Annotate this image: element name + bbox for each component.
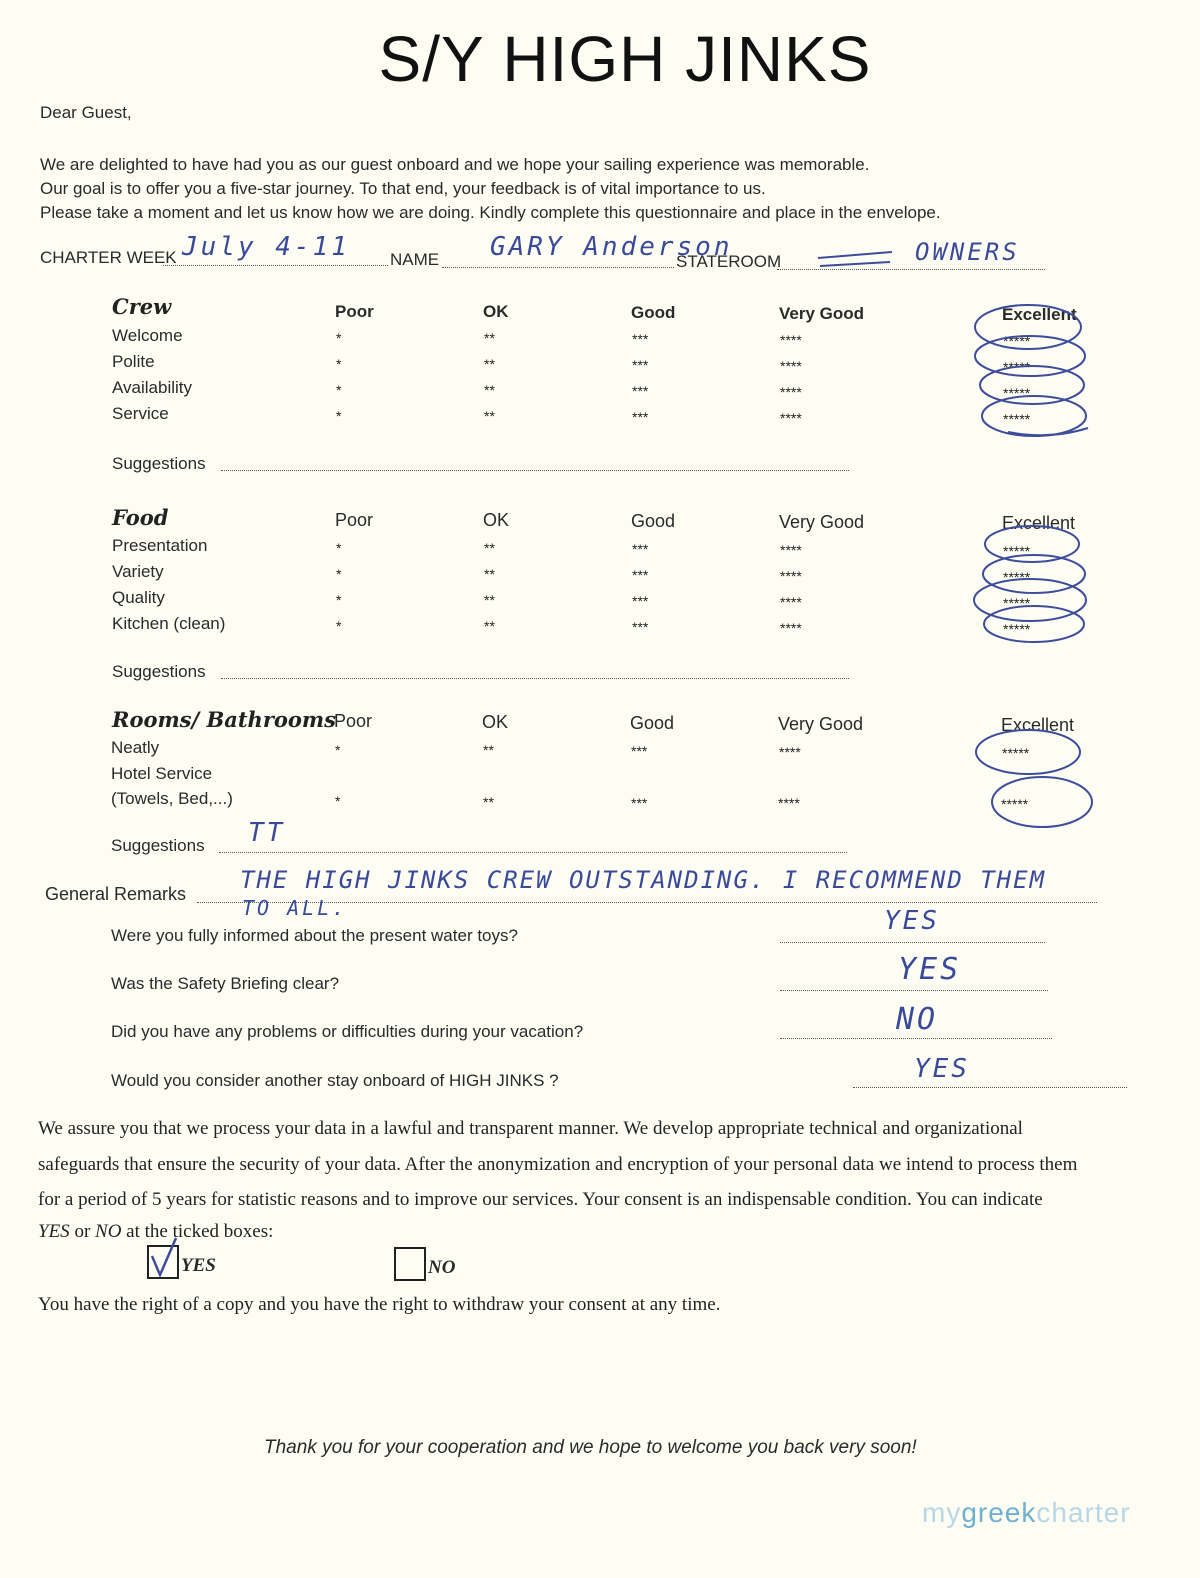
- rating-4[interactable]: ****: [780, 542, 802, 558]
- rating-2[interactable]: **: [484, 408, 495, 424]
- stateroom-value[interactable]: OWNERS: [915, 238, 1020, 266]
- rating-3[interactable]: ***: [632, 619, 649, 635]
- rating-3[interactable]: ***: [632, 357, 649, 373]
- privacy-no-word: NO: [95, 1221, 122, 1242]
- food-good-header: Good: [631, 511, 676, 531]
- rating-1[interactable]: *: [336, 330, 342, 346]
- selection-circle: [980, 366, 1084, 404]
- consent-yes-label: YES: [181, 1255, 216, 1276]
- food-item-kitchen: Kitchen (clean): [112, 614, 226, 633]
- rating-1[interactable]: *: [336, 618, 342, 634]
- crew-item-service: Service: [112, 404, 169, 423]
- rating-1[interactable]: *: [336, 408, 342, 424]
- rating-4[interactable]: ****: [780, 594, 802, 610]
- name-label: NAME: [390, 250, 440, 269]
- crew-item-availability: Availability: [112, 378, 193, 397]
- selection-circle: [985, 526, 1079, 562]
- rooms-ok-header: OK: [482, 712, 509, 732]
- selection-circle: [975, 336, 1085, 376]
- rating-4[interactable]: ****: [779, 744, 801, 760]
- rooms-good-header: Good: [630, 713, 675, 733]
- crew-suggestions-label: Suggestions: [112, 454, 206, 473]
- question-text: Would you consider another stay onboard of HIGH JINKS ?: [111, 1071, 559, 1090]
- rating-3[interactable]: ***: [631, 795, 648, 811]
- food-item-presentation: Presentation: [112, 536, 208, 555]
- rating-5-selected[interactable]: *****: [1002, 745, 1030, 761]
- rooms-poor-header: Poor: [334, 711, 373, 731]
- rooms-suggestions-label: Suggestions: [111, 836, 205, 855]
- rating-5-selected[interactable]: *****: [1003, 621, 1031, 637]
- food-ok-header: OK: [483, 510, 510, 530]
- rating-5-selected[interactable]: *****: [1003, 543, 1031, 559]
- rating-3[interactable]: ***: [632, 567, 649, 583]
- rating-4[interactable]: ****: [780, 410, 802, 426]
- crew-item-welcome: Welcome: [112, 326, 183, 345]
- crew-section-title: Crew: [112, 294, 172, 319]
- rating-3[interactable]: ***: [632, 541, 649, 557]
- intro-line-2: Our goal is to offer you a five-star journey. To that end, your feedback is of vital importance to us.: [40, 179, 766, 198]
- rating-3[interactable]: ***: [632, 593, 649, 609]
- rating-4[interactable]: ****: [780, 358, 802, 374]
- crew-item-polite: Polite: [112, 352, 155, 371]
- rating-4[interactable]: ****: [778, 795, 800, 811]
- charter-week-value[interactable]: July 4-11: [182, 232, 350, 262]
- rating-2[interactable]: **: [483, 794, 494, 810]
- privacy-line-2: safeguards that ensure the security of your data. After the anonymization and encryption of your personal data we intend to process them: [38, 1154, 1078, 1175]
- answer-value[interactable]: YES: [884, 906, 940, 936]
- watermark-suffix: charter: [1036, 1497, 1131, 1528]
- consent-yes-tick: [152, 1238, 176, 1275]
- rooms-suggestions-value[interactable]: TT: [248, 818, 286, 848]
- rooms-section-title: Rooms/ Bathrooms: [112, 707, 336, 732]
- crew-good-header: Good: [631, 303, 676, 322]
- question-text: Was the Safety Briefing clear?: [111, 974, 340, 993]
- crew-excellent-header: Excellent: [1002, 305, 1077, 324]
- rating-1[interactable]: *: [336, 540, 342, 556]
- answer-value[interactable]: YES: [914, 1054, 970, 1084]
- rating-3[interactable]: ***: [632, 331, 649, 347]
- rating-4[interactable]: ****: [780, 384, 802, 400]
- thank-you-note: Thank you for your cooperation and we hope to welcome you back very soon!: [264, 1437, 917, 1458]
- food-section-title: Food: [112, 505, 169, 530]
- food-item-variety: Variety: [112, 562, 164, 581]
- rating-1[interactable]: *: [335, 793, 341, 809]
- answer-value[interactable]: NO: [896, 1002, 939, 1037]
- rating-2[interactable]: **: [484, 330, 495, 346]
- general-remarks-label: General Remarks: [45, 884, 187, 904]
- general-remarks-value-line2[interactable]: TO ALL.: [242, 896, 348, 920]
- consent-no-label: NO: [428, 1257, 456, 1278]
- intro-line-1: We are delighted to have had you as our guest onboard and we hope your sailing experience was memorable.: [40, 155, 870, 174]
- rooms-excellent-header: Excellent: [1001, 715, 1075, 735]
- rating-5-selected[interactable]: *****: [1003, 411, 1031, 427]
- rating-4[interactable]: ****: [780, 620, 802, 636]
- food-very-good-header: Very Good: [779, 512, 865, 532]
- privacy-rights: You have the right of a copy and you have the right to withdraw your consent at any time.: [38, 1294, 721, 1315]
- rooms-item-neatly: Neatly: [111, 738, 160, 757]
- privacy-or-word: or: [69, 1221, 96, 1242]
- intro-line-3: Please take a moment and let us know how we are doing. Kindly complete this questionnaire and place in the envelope.: [40, 203, 941, 222]
- page-title: S/Y HIGH JINKS: [378, 23, 872, 95]
- rating-4[interactable]: ****: [780, 332, 802, 348]
- watermark-prefix: my: [922, 1497, 962, 1528]
- stateroom-strike: [818, 252, 892, 266]
- crew-poor-header: Poor: [335, 302, 374, 321]
- rating-1[interactable]: *: [336, 592, 342, 608]
- food-poor-header: Poor: [335, 510, 374, 530]
- rating-5-selected[interactable]: *****: [1003, 595, 1031, 611]
- privacy-line-1: We assure you that we process your data in a lawful and transparent manner. We develop appropriate technical and organizational: [38, 1118, 1023, 1139]
- watermark-brand: greek: [961, 1497, 1037, 1528]
- charter-week-label: CHARTER WEEK: [40, 248, 177, 267]
- selection-circle: [992, 777, 1092, 827]
- rating-2[interactable]: **: [484, 356, 495, 372]
- rating-1[interactable]: *: [336, 382, 342, 398]
- rating-2[interactable]: **: [483, 742, 494, 758]
- rooms-item-hotel-service: Hotel Service: [111, 764, 213, 783]
- rating-3[interactable]: ***: [632, 409, 649, 425]
- selection-circle: [983, 555, 1085, 593]
- rating-2[interactable]: **: [484, 592, 495, 608]
- general-remarks-value[interactable]: THE HIGH JINKS CREW OUTSTANDING. I RECOMMEND THEM: [240, 866, 1047, 894]
- selection-circle: [982, 396, 1086, 436]
- stateroom-label: STATEROOM: [676, 252, 782, 271]
- rating-3[interactable]: ***: [631, 743, 648, 759]
- question-text: Did you have any problems or difficulties during your vacation?: [111, 1022, 584, 1041]
- rating-5-selected[interactable]: *****: [1003, 385, 1031, 401]
- rating-1[interactable]: *: [336, 356, 342, 372]
- rating-2[interactable]: **: [484, 382, 495, 398]
- rating-5-selected[interactable]: *****: [1003, 569, 1031, 585]
- rating-1[interactable]: *: [335, 742, 341, 758]
- rating-1[interactable]: *: [336, 566, 342, 582]
- food-suggestions-label: Suggestions: [112, 662, 206, 681]
- rooms-very-good-header: Very Good: [778, 714, 864, 734]
- rooms-item-towels-bed: (Towels, Bed,...): [111, 789, 233, 808]
- rating-5-selected[interactable]: *****: [1001, 796, 1029, 812]
- greeting: Dear Guest,: [40, 103, 132, 122]
- rating-2[interactable]: **: [484, 566, 495, 582]
- name-value[interactable]: GARY Anderson: [490, 232, 733, 262]
- rating-3[interactable]: ***: [632, 383, 649, 399]
- privacy-yes-word: YES: [38, 1221, 70, 1242]
- question-text: Were you fully informed about the present water toys?: [111, 926, 518, 945]
- rating-2[interactable]: **: [484, 540, 495, 556]
- privacy-line-3: for a period of 5 years for statistic reasons and to improve our services. Your consent is an indispensable condition. You can indicate: [38, 1189, 1043, 1210]
- selection-circle: [976, 730, 1080, 774]
- rating-5-selected[interactable]: *****: [1003, 333, 1031, 349]
- answer-value[interactable]: YES: [898, 952, 962, 987]
- crew-very-good-header: Very Good: [779, 304, 865, 323]
- rating-4[interactable]: ****: [780, 568, 802, 584]
- food-item-quality: Quality: [112, 588, 165, 607]
- food-excellent-header: Excellent: [1002, 513, 1076, 533]
- pen-tail: [1008, 428, 1088, 435]
- privacy-line-4-rest: at the ticked boxes:: [121, 1221, 274, 1242]
- rating-2[interactable]: **: [484, 618, 495, 634]
- rating-5-selected[interactable]: *****: [1003, 359, 1031, 375]
- selection-circle: [984, 606, 1084, 642]
- crew-ok-header: OK: [483, 302, 509, 321]
